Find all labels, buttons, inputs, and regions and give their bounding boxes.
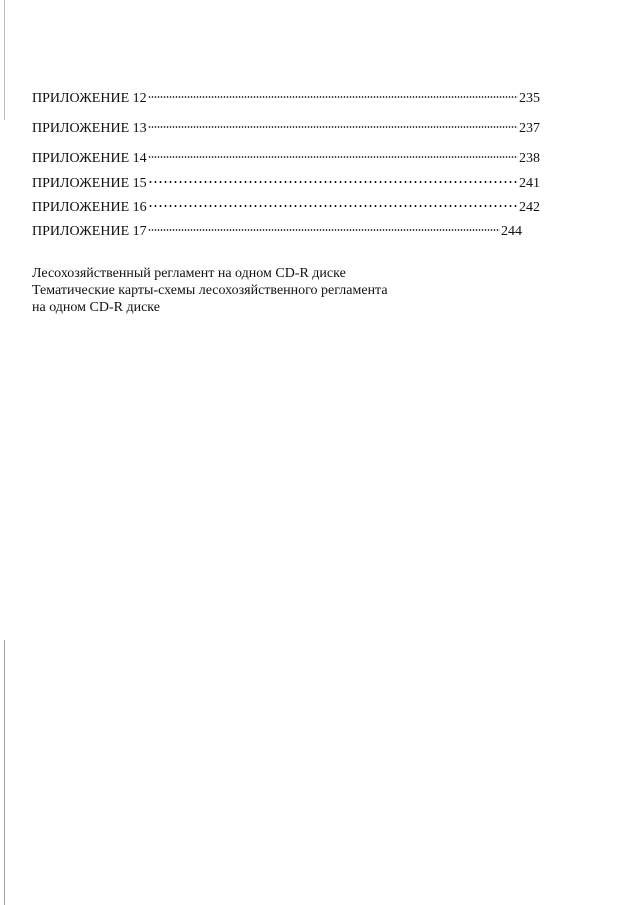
attachment-line: Тематические карты-схемы лесохозяйственного регламента — [32, 283, 388, 298]
toc-entry — [32, 120, 540, 138]
toc-entry-label: ПРИЛОЖЕНИЕ 15 — [32, 176, 147, 191]
toc-entry-page: 244 — [501, 224, 522, 239]
toc-entry — [32, 150, 540, 168]
toc-entry-page: 235 — [519, 91, 540, 106]
toc-leader-dots — [148, 155, 518, 159]
attachment-line: Лесохозяйственный регламент на одном CD-R диске — [32, 266, 346, 281]
toc-leader-dots — [148, 95, 518, 99]
attachments-note — [32, 265, 452, 316]
toc-entry — [32, 223, 522, 241]
toc-entry-label: ПРИЛОЖЕНИЕ 16 — [32, 200, 147, 215]
toc-leader-dots — [148, 204, 518, 208]
attachment-line: на одном CD-R диске — [32, 300, 160, 315]
toc-entry-page: 242 — [519, 200, 540, 215]
toc-entry-page: 238 — [519, 151, 540, 166]
toc-entry — [32, 175, 540, 193]
table-of-contents — [32, 90, 540, 241]
toc-leader-dots — [148, 125, 518, 129]
toc-leader-dots — [148, 180, 518, 184]
toc-entry-label: ПРИЛОЖЕНИЕ 13 — [32, 121, 147, 136]
toc-entry-label: ПРИЛОЖЕНИЕ 17 — [32, 224, 147, 239]
toc-entry — [32, 199, 540, 217]
toc-leader-dots — [148, 228, 500, 232]
toc-entry — [32, 90, 540, 108]
page-edge-shadow — [4, 0, 5, 905]
toc-entry-label: ПРИЛОЖЕНИЕ 12 — [32, 91, 147, 106]
toc-entry-page: 241 — [519, 176, 540, 191]
toc-entry-label: ПРИЛОЖЕНИЕ 14 — [32, 151, 147, 166]
toc-entry-page: 237 — [519, 121, 540, 136]
